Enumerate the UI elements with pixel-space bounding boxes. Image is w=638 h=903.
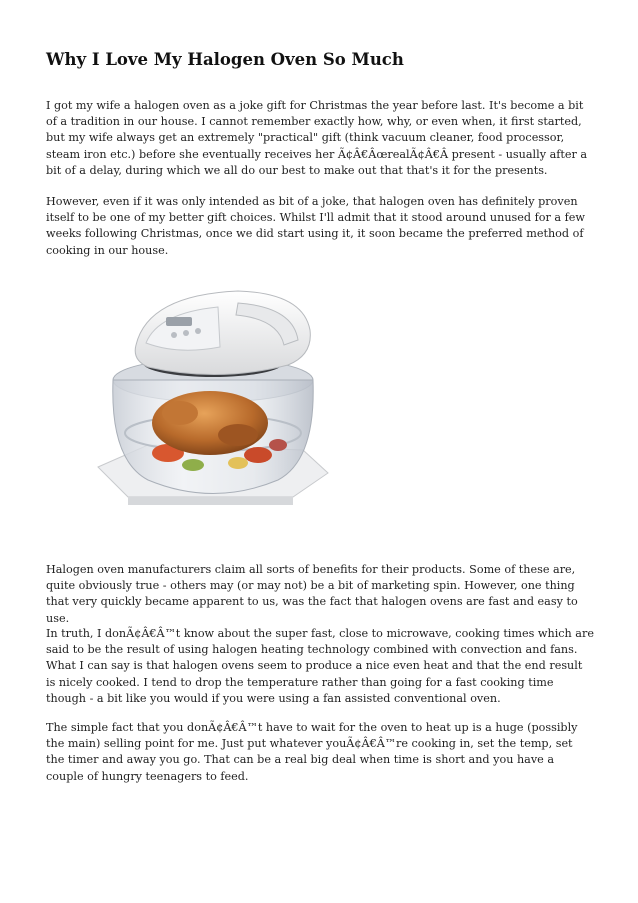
paragraph-gift-choice: However, even if it was only intended as bit of a joke, that halogen oven has definitely proven itself to be one of my better gift choices. Whilst I'll admit that it stood around unused for a few weeks following Christmas, once we did start using it, it soon became the preferred method of cooking in our house. [46, 195, 585, 257]
page-title: Why I Love My Halogen Oven So Much [46, 50, 404, 69]
paragraph-cooking-times: In truth, I donÃ¢Â€Â™t know about the super fast, close to microwave, cooking times which are said to be the result of using halogen heating technology combined with convection and fans. What I can say is that halogen ovens seem to produce a nice even heat and that the end result is nicely cooked. I tend to drop the temperature rather than going for a fast cooking time though - a bit like you would if you were using a fan assisted conventional oven. [46, 627, 594, 705]
paragraph-no-preheat: The simple fact that you donÃ¢Â€Â™t have to wait for the oven to heat up is a huge (possibly the main) selling point for me. Just put whatever youÃ¢Â€Â™re cooking in, set the temp, set the timer and away you go. That can be a real big deal when time is short and you have a couple of hungry teenagers to feed. [46, 721, 578, 783]
halogen-oven-image [88, 285, 340, 517]
paragraph-manufacturer-claims: Halogen oven manufacturers claim all sorts of benefits for their products. Some of these are, quite obviously true - others may (or may not) be a bit of marketing spin. However, one thing that very quickly became apparent to us, was the fact that halogen ovens are fast and easy to use. [46, 563, 578, 625]
paragraph-intro: I got my wife a halogen oven as a joke gift for Christmas the year before last. It's become a bit of a tradition in our house. I cannot remember exactly how, why, or even when, it first started, but my wife always get an extremely "practical" gift (think vacuum cleaner, food processor, steam iron etc.) before she eventually receives her Ã¢Â€ÂœrealÃ¢Â€Â present - usually after a bit of a delay, during which we all do our best to make out that that's it for the presents. [46, 99, 588, 177]
